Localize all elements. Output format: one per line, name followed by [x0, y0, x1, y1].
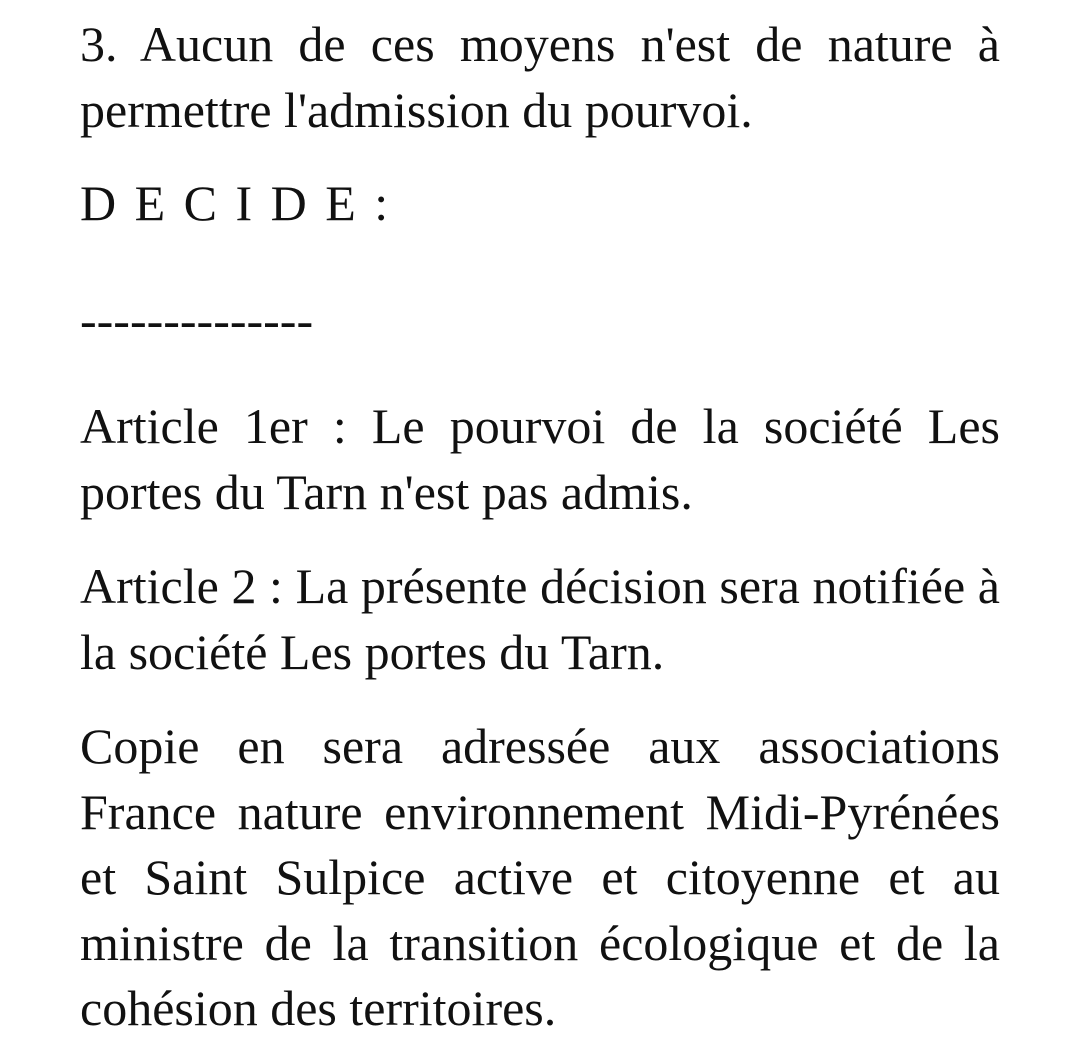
separator-line: --------------: [80, 291, 314, 348]
article-1: Article 1er : Le pourvoi de la société Les portes du Tarn n'est pas admis.: [80, 398, 1000, 520]
decide-heading: D E C I D E :: [80, 175, 392, 231]
article-2: Article 2 : La présente décision sera notifiée à la société Les portes du Tarn.: [80, 558, 1000, 680]
copy-notice: Copie en sera adressée aux associations France nature environnement Midi-Pyrénées et Saint Sulpice active et citoyenne et au ministre de la transition écologique et de la cohésion des territoires.: [80, 718, 1000, 1036]
paragraph-3: 3. Aucun de ces moyens n'est de nature à permettre l'admission du pourvoi.: [80, 16, 1000, 138]
document-body: [80, 12, 1000, 1042]
